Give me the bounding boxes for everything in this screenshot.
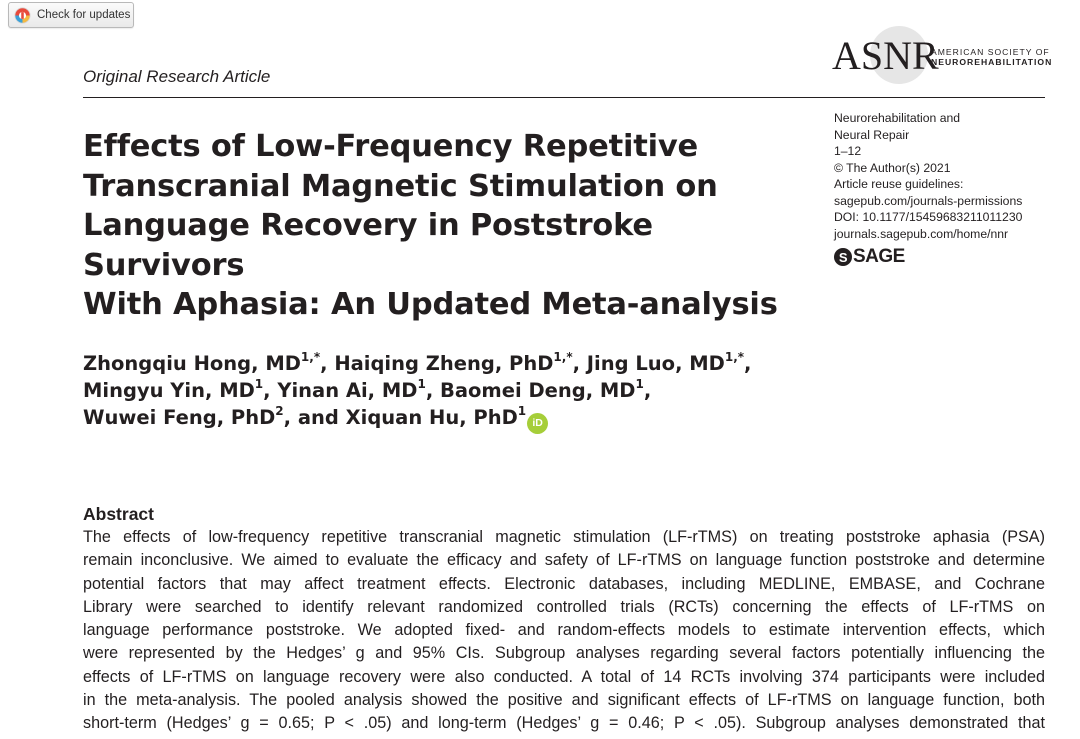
title-line: Language Recovery in Poststroke Survivors [83,208,653,283]
abstract-line: remain inconclusive. We aimed to evaluate the efficacy and safety of LF-rTMS on language function poststroke and determine [83,551,1045,570]
author-affiliation: 2 [275,403,284,418]
reuse-guidelines-label: Article reuse guidelines: [834,177,964,191]
page-range: 1–12 [834,144,862,158]
author-name[interactable]: Mingyu Yin, MD [83,379,255,402]
title-line: Effects of Low-Frequency Repetitive [83,129,699,164]
abstract-line: The effects of low-frequency repetitive transcranial magnetic stimulation (LF-rTMS) on treating poststroke aphasia (PSA) [83,528,1045,546]
journal-name-line-2: Neural Repair [834,127,910,142]
doi[interactable]: DOI: 10.1177/15459683211011230 [834,210,1023,224]
title-line: With Aphasia: An Updated Meta-analysis [83,287,778,322]
author-line: Zhongqiu Hong, $MD^{1,*}$, Haiqing Zheng, PhD$^{1,*}$, Jing Luo, $MD^{1,*}$, [83,349,752,375]
sage-wordmark: SAGE [853,246,905,267]
author-affiliation: 1 [254,376,264,391]
logo-line-1: AMERICAN SOCIETY OF [931,47,1050,57]
abstract-line: effects of LF-rTMS on language recovery were also conducted. A total of 14 RCTs involving 374 participants were included [83,667,1045,686]
article-type-label: Original Research Article [83,67,271,86]
author-list [83,350,843,434]
abstract-body [83,526,1045,736]
logo-society-name [931,47,1052,67]
author-affiliation: 1 [635,376,644,391]
check-for-updates-label: Check for updates [37,9,131,21]
article-title [83,127,813,325]
author-name[interactable]: Baomei Deng, MD [440,379,636,402]
sage-logo [834,246,905,268]
abstract-line: language performance poststroke. We adopted fixed- and random-effects models to estimate intervention effects, which [83,621,1045,640]
journal-name-line-1: Neurorehabilitation and [834,111,961,125]
abstract-line: short-term (Hedges’ g = 0.65; P < .05) and long-term (Hedges’ g = 0.46; P < .05). Subgroup analyses demonstrated that [83,714,1045,733]
logo-acronym: ASNR [832,33,939,78]
permissions-link[interactable]: sagepub.com/journals-permissions [834,193,1023,208]
author-name[interactable]: Yinan Ai, MD [277,379,418,402]
author-affiliation: 1,* [553,349,573,364]
abstract-heading: Abstract [83,504,154,524]
title-line: Transcranial Magnetic Stimulation on [83,168,718,204]
abstract-line: potential factors that may affect treatment effects. Electronic databases, including MEDLINE, EMBASE, and Cochrane [83,574,1045,593]
crossmark-icon [14,7,31,24]
author-line: Mingyu Yin, $MD^1$, Yinan Ai, $MD^1$, Baomei Deng, $MD^1$, [83,376,652,402]
journal-home-link[interactable]: journals.sagepub.com/home/nnr [834,226,1009,241]
author-affiliation: 1 [517,403,527,418]
check-for-updates-button[interactable] [8,2,134,28]
orcid-icon[interactable]: iD [527,413,548,434]
author-name[interactable]: Haiqing Zheng, PhD [334,352,554,375]
author-affiliation: 1 [417,376,426,391]
abstract-line: Library were searched to identify relevant randomized controlled trials (RCTs) concerning the effects of LF-rTMS on [83,597,1045,616]
asnr-logo [832,26,1053,88]
logo-line-2: NEUROREHABILITATION [931,57,1053,67]
sage-s-icon: S [834,248,852,266]
author-name[interactable]: Zhongqiu Hong, MD [83,352,301,375]
copyright: © The Author(s) 2021 [834,160,951,175]
author-line: Wuwei Feng, PhD$^2$, and Xiquan Hu, PhD$^1$iD [83,404,843,434]
abstract-line: in the meta-analysis. The pooled analysis showed the positive and significant effects of LF-rTMS on language function, both [83,691,1045,710]
header-divider [83,97,1045,98]
author-name[interactable]: Xiquan Hu, PhD [345,406,518,429]
author-name[interactable]: Wuwei Feng, PhD [83,406,276,429]
author-affiliation: 1,* [300,349,321,364]
journal-metadata [834,110,1049,242]
author-name[interactable]: Jing Luo, MD [586,352,725,375]
author-affiliation: 1,* [724,349,745,364]
abstract-line: were represented by the Hedges’ g and 95% CIs. Subgroup analyses regarding several factors potentially influencing the [83,644,1045,663]
